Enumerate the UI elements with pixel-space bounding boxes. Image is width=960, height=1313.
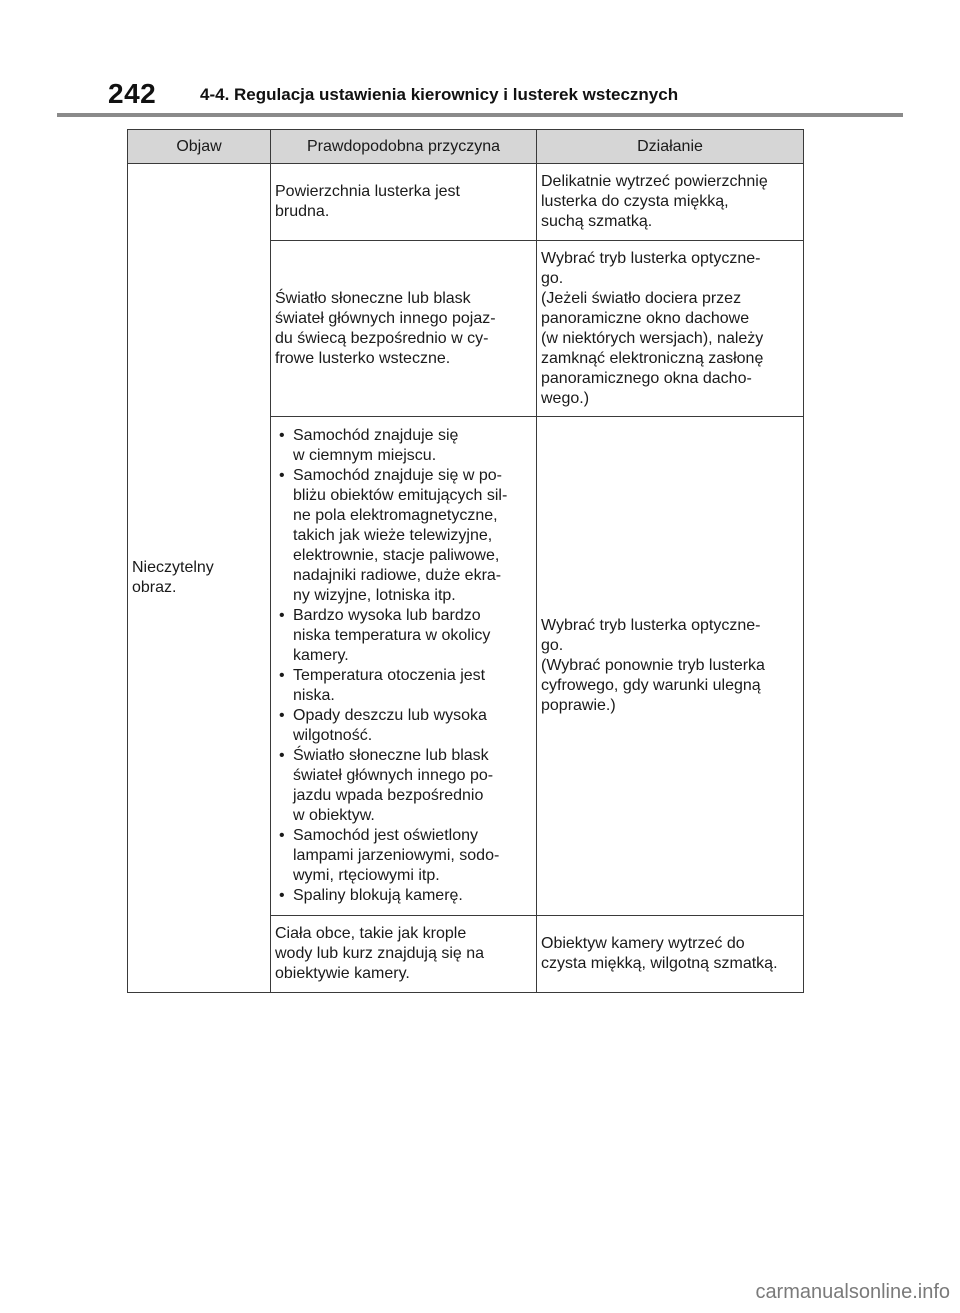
cause-cell: Światło słoneczne lub blask świateł głównych innego pojaz- du świecą bezpośrednio w cy- frowe lusterko wsteczne. — [271, 241, 537, 417]
cause-bullet-item: • Temperatura otoczenia jest niska. — [275, 666, 532, 706]
symptom-cell: Nieczytelny obraz. — [128, 164, 271, 993]
troubleshooting-table — [127, 129, 804, 993]
cause-cell — [271, 417, 537, 916]
header-rule — [57, 113, 903, 117]
action-cell: Wybrać tryb lusterka optyczne- go. (Wybrać ponownie tryb lusterka cyfrowego, gdy warunki ulegną poprawie.) — [537, 417, 804, 916]
cause-bullet-item: • Samochód jest oświetlony lampami jarzeniowymi, sodo- wymi, rtęciowymi itp. — [275, 826, 532, 886]
cause-bullet-item: • Opady deszczu lub wysoka wilgotność. — [275, 706, 532, 746]
section-title: 4-4. Regulacja ustawienia kierownicy i lusterek wstecznych — [200, 85, 679, 104]
cause-cell: Powierzchnia lusterka jest brudna. — [271, 164, 537, 241]
action-cell: Delikatnie wytrzeć powierzchnię lusterka do czysta miękką, suchą szmatką. — [537, 164, 804, 241]
watermark: carmanualsonline.info — [755, 1281, 950, 1303]
column-header-cause: Prawdopodobna przyczyna — [271, 130, 537, 164]
cause-bullet-item: • Spaliny blokują kamerę. — [275, 886, 532, 906]
column-header-symptom: Objaw — [128, 130, 271, 164]
cause-bullet-item: • Samochód znajduje się w ciemnym miejscu. — [275, 426, 532, 466]
cause-bullet-item: • Bardzo wysoka lub bardzo niska temperatura w okolicy kamery. — [275, 606, 532, 666]
action-cell: Obiektyw kamery wytrzeć do czysta miękką, wilgotną szmatką. — [537, 916, 804, 993]
cause-bullet-item: • Samochód znajduje się w po- bliżu obiektów emitujących sil- ne pola elektromagnetyczne, takich jak wieże telewizyjne, elektrownie, stacje paliwowe, nadajniki radiowe, duże ekra- ny wizyjne, lotniska itp. — [275, 466, 532, 606]
table-header-row — [128, 130, 804, 164]
page-number: 242 — [108, 78, 157, 109]
cause-bullet-list — [275, 426, 532, 906]
column-header-action: Działanie — [537, 130, 804, 164]
action-cell: Wybrać tryb lusterka optyczne- go. (Jeżeli światło dociera przez panoramiczne okno dachowe (w niektórych wersjach), należy zamknąć elektroniczną zasłonę panoramicznego okna dacho- wego.) — [537, 241, 804, 417]
cause-cell: Ciała obce, takie jak krople wody lub kurz znajdują się na obiektywie kamery. — [271, 916, 537, 993]
cause-bullet-item: • Światło słoneczne lub blask świateł głównych innego po- jazdu wpada bezpośrednio w obiektyw. — [275, 746, 532, 826]
table-row — [128, 164, 804, 241]
